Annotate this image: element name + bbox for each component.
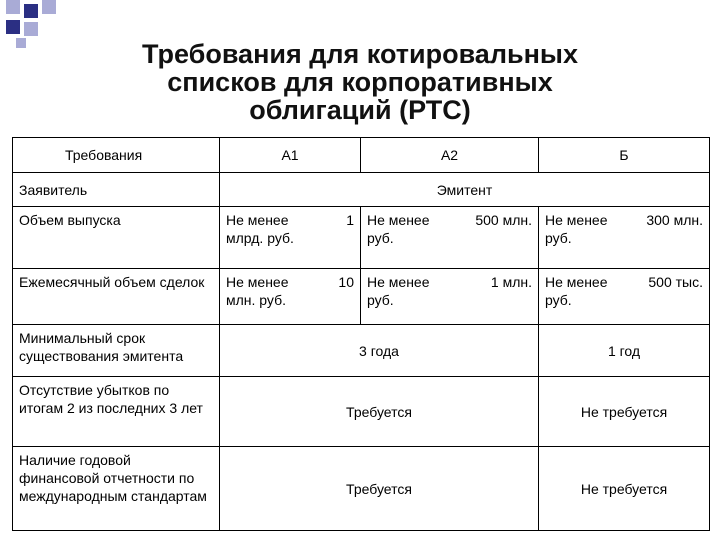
cell-number: 10 <box>338 274 354 290</box>
cell-text: Не менее руб. <box>367 212 430 246</box>
cell-a: 3 года <box>220 325 539 377</box>
cell-number: 1 <box>346 212 354 228</box>
cell-text: Не менее руб. <box>545 212 608 246</box>
title-line: списков для корпоративных <box>167 67 553 97</box>
cell-a1 <box>220 269 361 325</box>
cell-b: 1 год <box>539 325 710 377</box>
row-label: Наличие годовой финансовой отчетности по международным стандартам <box>13 447 220 531</box>
table-row <box>13 377 710 447</box>
page-title <box>60 40 660 124</box>
deco-square <box>6 0 20 14</box>
applicant-label: Заявитель <box>13 173 220 207</box>
table-row <box>13 325 710 377</box>
row-label: Отсутствие убытков по итогам 2 из последних 3 лет <box>13 377 220 447</box>
title-line: Требования для котировальных <box>142 39 578 69</box>
cell-a: Требуется <box>220 377 539 447</box>
cell-number: 300 млн. <box>646 212 703 228</box>
cell-number: 500 млн. <box>475 212 532 228</box>
deco-square <box>6 20 20 34</box>
cell-a2 <box>361 207 539 269</box>
requirements-table <box>12 137 710 531</box>
cell-number: 500 тыс. <box>648 274 703 290</box>
header-b: Б <box>539 138 710 173</box>
cell-a2 <box>361 269 539 325</box>
deco-square <box>24 22 38 36</box>
cell-b: Не требуется <box>539 447 710 531</box>
table-row <box>13 207 710 269</box>
header-requirements: Требования <box>13 138 220 173</box>
deco-square <box>24 4 38 18</box>
cell-text: Не менее млн. руб. <box>226 274 289 308</box>
applicant-value: Эмитент <box>220 173 710 207</box>
table-row <box>13 269 710 325</box>
cell-number: 1 млн. <box>490 274 532 290</box>
row-label: Минимальный срок существования эмитента <box>13 325 220 377</box>
deco-square <box>16 38 26 48</box>
row-label: Объем выпуска <box>13 207 220 269</box>
cell-text: Не менее руб. <box>367 274 430 308</box>
header-row <box>13 138 710 173</box>
cell-a1 <box>220 207 361 269</box>
cell-a: Требуется <box>220 447 539 531</box>
cell-b <box>539 269 710 325</box>
cell-text: Не менее млрд. руб. <box>226 212 294 246</box>
row-label: Ежемесячный объем сделок <box>13 269 220 325</box>
table-row-applicant <box>13 173 710 207</box>
cell-b: Не требуется <box>539 377 710 447</box>
deco-square <box>42 0 56 14</box>
table-row <box>13 447 710 531</box>
title-line: облигаций (РТС) <box>249 95 471 125</box>
header-a2: А2 <box>361 138 539 173</box>
header-a1: А1 <box>220 138 361 173</box>
cell-text: Не менее руб. <box>545 274 608 308</box>
cell-b <box>539 207 710 269</box>
